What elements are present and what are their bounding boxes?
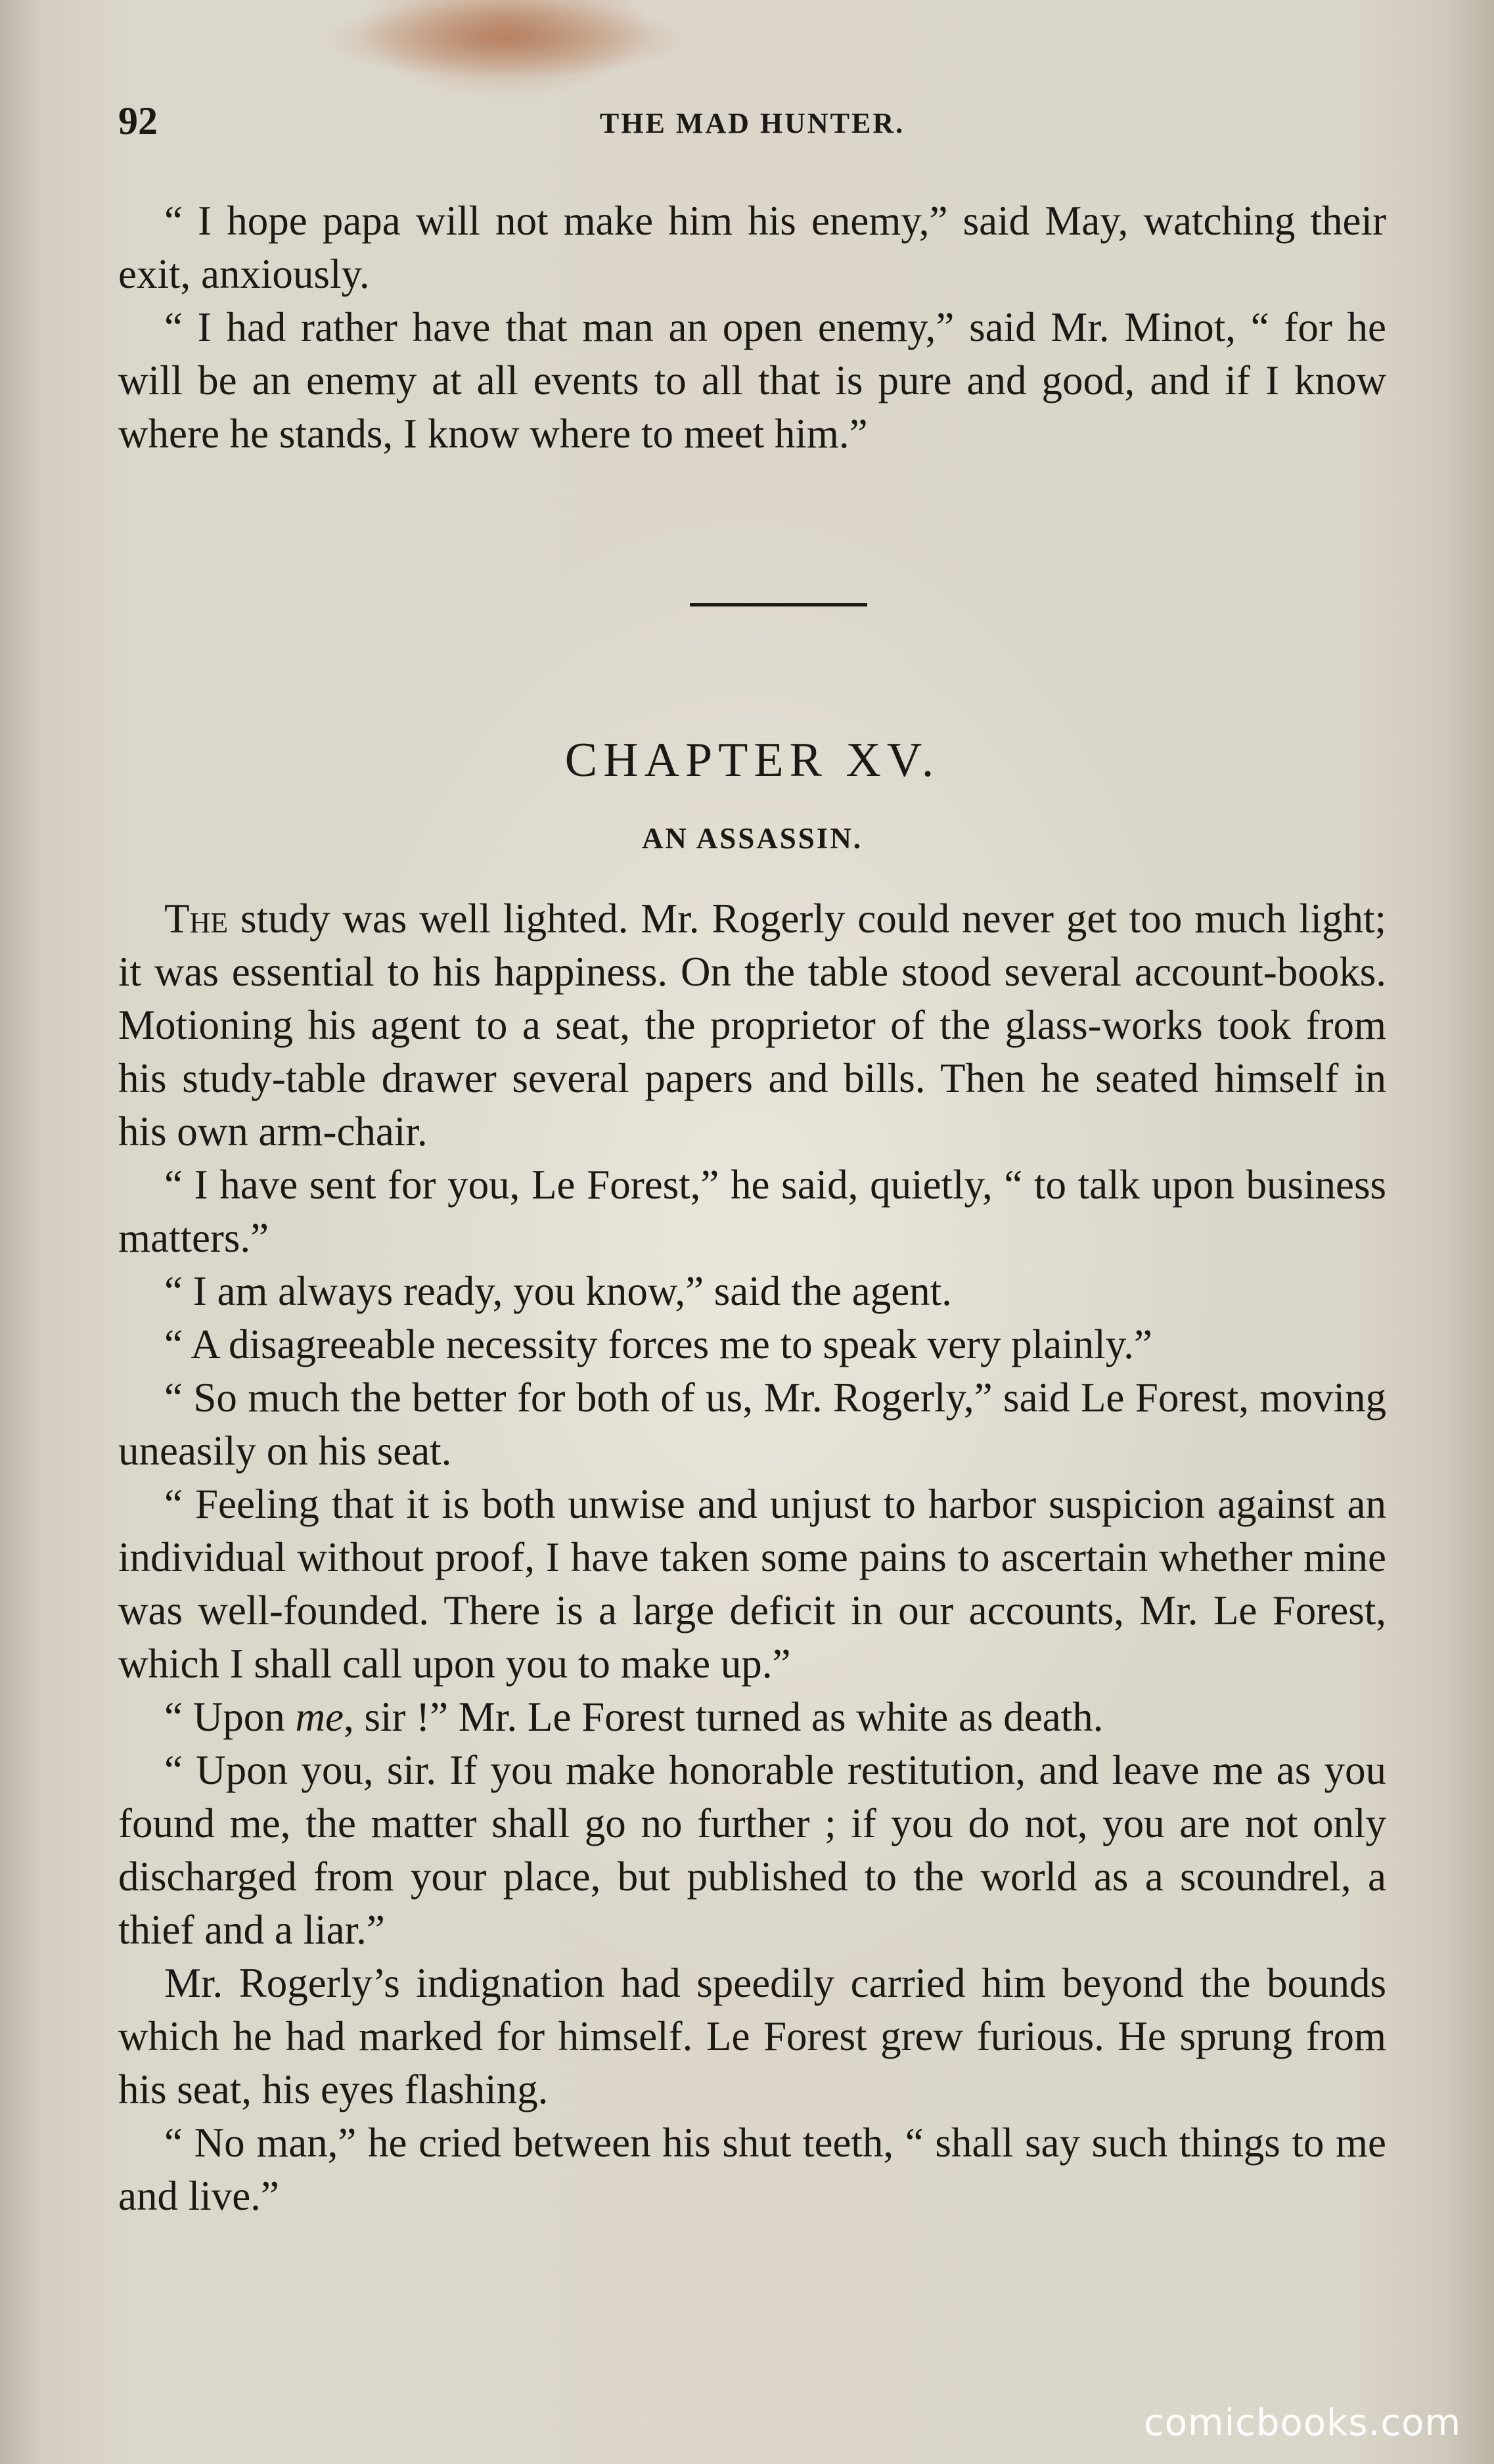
paragraph: “ A disagreeable necessity forces me to speak very plainly.” — [164, 1321, 1152, 1367]
previous-chapter-text — [118, 194, 1386, 461]
watermark: comicbooks.com — [1143, 2402, 1461, 2444]
paragraph-text: , sir !” Mr. Le Forest turned as white as death. — [343, 1694, 1104, 1740]
emphasis: me — [295, 1694, 344, 1740]
running-head — [118, 99, 1386, 151]
chapter-subtitle: AN ASSASSIN. — [641, 822, 863, 855]
paragraph-text: study was well lighted. Mr. Rogerly could never get too much light; it was essential to his happiness. On the table stood several account-books. Motioning his agent to a seat, the proprietor of the glass-works took from his study-table drawer several papers and bills. Then he seated himself in his own arm-chair. — [118, 896, 1386, 1154]
paragraph: “ Feeling that it is both unwise and unjust to harbor suspicion against an individual without proof, I have taken some pains to ascertain whether mine was well-founded. There is a large deficit in our accounts, Mr. Le Forest, which I shall call upon you to make up.” — [118, 1481, 1386, 1687]
paragraph: “ I am always ready, you know,” said the agent. — [164, 1268, 952, 1314]
paragraph: Mr. Rogerly’s indignation had speedily carried him beyond the bounds which he had marked for himself. Le Forest grew furious. He sprung from his seat, his eyes flashing. — [118, 1960, 1386, 2112]
chapter-body — [118, 892, 1386, 2223]
running-title: THE MAD HUNTER. — [599, 107, 905, 139]
paragraph: “ No man,” he cried between his shut teeth, “ shall say such things to me and live.” — [118, 2120, 1386, 2219]
paragraph — [118, 1691, 1386, 1744]
paragraph: “ I hope papa will not make him his enemy,” said May, watching their exit, anxiously. — [118, 198, 1386, 297]
paragraph — [118, 892, 1386, 1158]
section-divider — [690, 603, 867, 606]
page-stain — [322, 0, 690, 79]
paragraph: “ So much the better for both of us, Mr. Rogerly,” said Le Forest, moving uneasily on his seat. — [118, 1375, 1386, 1474]
page-number: 92 — [118, 99, 158, 143]
paragraph: “ Upon you, sir. If you make honorable restitution, and leave me as you found me, the matter shall go no further ; if you do not, you are not only discharged from your place, but published to the world as a scoundrel, a thief and a liar.” — [118, 1747, 1386, 1953]
opening-word: The — [164, 896, 229, 942]
paragraph: “ I had rather have that man an open enemy,” said Mr. Minot, “ for he will be an enemy at all events to all that is pure and good, and if I know where he stands, I know where to meet him.” — [118, 304, 1386, 457]
paragraph: “ I have sent for you, Le Forest,” he said, quietly, “ to talk upon business matters.” — [118, 1162, 1386, 1261]
paragraph-text: “ Upon — [164, 1694, 296, 1740]
chapter-heading: CHAPTER XV. — [564, 733, 940, 787]
